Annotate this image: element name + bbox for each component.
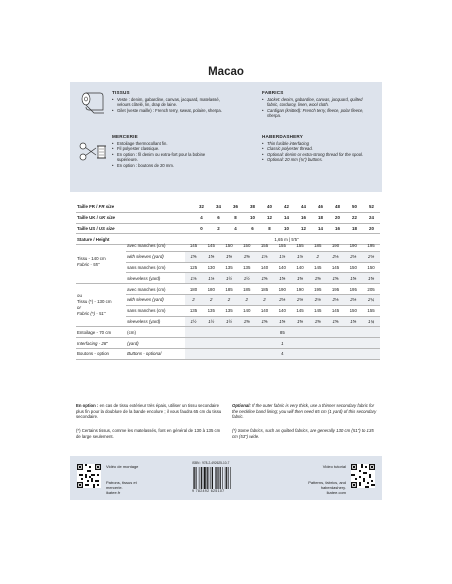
- size-cell: 22: [346, 212, 363, 223]
- row-label: Interfacing - 28": [76, 338, 126, 349]
- value-cell: 135: [185, 305, 203, 316]
- value-cell: 1⅝: [344, 316, 362, 327]
- size-cell: 12: [261, 212, 278, 223]
- value-cell: 1½: [185, 316, 203, 327]
- value-cell: 150: [344, 305, 362, 316]
- note-en-option: Optional: If the outer fabric is very thick, use a thinner secondary fabric for the neckline band lining; you will then need 65 cm (1 yard) of this secondary fabric.: [232, 403, 377, 419]
- value-cell: 1⅜: [185, 273, 203, 284]
- list-item: • Entoilage thermocollant fin.: [112, 141, 222, 146]
- value-cell: 135: [202, 305, 220, 316]
- table-row: [76, 202, 380, 212]
- value-cell: 2⅛: [362, 251, 380, 262]
- size-cell: 52: [363, 202, 380, 212]
- fabric-row-label: avec manches (cm): [126, 284, 185, 295]
- value-cell: 155: [291, 241, 309, 251]
- value-cell: 1⅝: [256, 316, 274, 327]
- value-cell: 1⅝: [309, 273, 327, 284]
- haberdashery-list: [262, 141, 374, 163]
- value-cell: 195: [309, 284, 327, 295]
- value-cell: 2: [202, 294, 220, 305]
- haberdashery-title: HABERDASHERY: [262, 134, 304, 139]
- barcode-bar: [225, 467, 226, 489]
- value-cell: 155: [362, 305, 380, 316]
- value-cell: 1⅞: [273, 251, 291, 262]
- value-cell: 1⅝: [291, 273, 309, 284]
- value-cell: 2: [238, 294, 256, 305]
- value-cell: 185: [220, 284, 238, 295]
- list-item: • Jacket: denim, gabardine, canvas, jacquard, quilted fabric, corduroy, linen, wool cloth.: [262, 97, 374, 108]
- size-cell: 14: [312, 223, 329, 234]
- value-cell: 195: [362, 241, 380, 251]
- value-cell: 2: [256, 294, 274, 305]
- size-cell: 18: [312, 212, 329, 223]
- value-cell: 195: [327, 284, 345, 295]
- fabric-row-label: avec manches (cm): [126, 241, 185, 251]
- row-unit: Buttons - optional: [126, 348, 185, 359]
- value-cell: 180: [202, 284, 220, 295]
- qr-code-video-en[interactable]: [351, 464, 375, 488]
- value-cell: 140: [238, 305, 256, 316]
- note-fr-star: (*) Certains tissus, comme les matelassés, font en général de 130 à 135 cm de large seulement.: [76, 428, 221, 439]
- size-cell: 6: [244, 223, 261, 234]
- value-cell: 1⅝: [185, 251, 203, 262]
- fabric-row-label: sans manches (cm): [126, 305, 185, 316]
- value-cell: 2: [309, 251, 327, 262]
- tissus-title: TISSUS: [112, 90, 130, 95]
- value-cell: 1⅝: [220, 251, 238, 262]
- table-row: [76, 284, 380, 295]
- size-cell: 24: [363, 212, 380, 223]
- list-item: • Gilet (veste maille) : French terry, sweat, polaire, sherpa.: [112, 108, 222, 113]
- value-cell: 1⅝: [273, 273, 291, 284]
- barcode-bar: [222, 467, 223, 489]
- value-cell: 2⅛: [309, 294, 327, 305]
- table-row: [76, 241, 380, 251]
- value-cell: 190: [344, 241, 362, 251]
- list-item: • Fil polyester classique.: [112, 146, 222, 151]
- isbn-text: ISBN : 978-2-492625-10-7: [192, 461, 230, 465]
- size-cell: 20: [329, 212, 346, 223]
- table-row: [76, 348, 380, 359]
- barcode-bar: [215, 467, 216, 489]
- value-cell: 190: [327, 241, 345, 251]
- value-cell: 1⅝: [238, 316, 256, 327]
- mercerie-title: MERCERIE: [112, 134, 138, 139]
- size-cell: 8: [227, 212, 244, 223]
- value-cell: 150: [362, 262, 380, 273]
- barcode-bar: [226, 467, 227, 489]
- value-cell: 145: [291, 305, 309, 316]
- value-cell: 145: [309, 305, 327, 316]
- value-cell: 190: [273, 284, 291, 295]
- mercerie-list: [112, 141, 222, 168]
- qr-code-video-fr[interactable]: [77, 464, 101, 488]
- size-cell: 50: [346, 202, 363, 212]
- value-cell: 1⅝: [202, 251, 220, 262]
- fabrics-list: [262, 97, 374, 119]
- table-row: [76, 338, 380, 349]
- size-cell: 16: [329, 223, 346, 234]
- barcode-bar: [212, 467, 213, 489]
- size-cell: 38: [244, 202, 261, 212]
- value-cell: 195: [344, 284, 362, 295]
- value-cell: 135: [220, 262, 238, 273]
- size-cell: 40: [261, 202, 278, 212]
- row-label: Entoilage - 70 cm: [76, 327, 126, 338]
- list-item: • Cardigan (knitted): French terry, fleece, polar fleece, sherpa.: [262, 108, 374, 119]
- value-cell: 155: [273, 241, 291, 251]
- value-cell: 145: [327, 305, 345, 316]
- size-cell: 46: [312, 202, 329, 212]
- value-cell: 145: [202, 241, 220, 251]
- value-cell: 2⅛: [291, 294, 309, 305]
- ean-digits: 9 782492 625107: [192, 489, 225, 493]
- size-cell: 4: [227, 223, 244, 234]
- row-label: Taille UK / UK size: [76, 212, 137, 223]
- value-cell: 125: [185, 262, 203, 273]
- value-cell: 140: [256, 262, 274, 273]
- value-cell: 1½: [202, 316, 220, 327]
- barcode-bar: [193, 467, 194, 489]
- list-item: • Optional: denim or extra-strong thread for the spool.: [262, 152, 374, 157]
- value-cell: 1⅝: [291, 316, 309, 327]
- value-cell: 150: [344, 262, 362, 273]
- size-cell: 10: [278, 223, 295, 234]
- barcode-bar: [211, 467, 212, 489]
- barcode-bar: [201, 467, 202, 489]
- right-footer-text: Patterns, fabrics, and haberdashery. ikatee.com: [308, 480, 346, 495]
- value-cell: 135: [238, 262, 256, 273]
- value-cell: 1⅝: [327, 273, 345, 284]
- value-cell: 155: [256, 241, 274, 251]
- table-row: [76, 327, 380, 338]
- qr-code-icon: [77, 464, 101, 488]
- value-cell: 1⅝: [238, 251, 256, 262]
- value-cell: 2: [185, 294, 203, 305]
- barcode-bar: [220, 467, 221, 489]
- ikatee-com-link[interactable]: ikatee.com: [326, 490, 346, 495]
- value-cell: 2: [220, 294, 238, 305]
- value-cell: 150: [238, 241, 256, 251]
- list-item: • Optional: 20 mm (¾") buttons.: [262, 157, 374, 162]
- table-row: [76, 223, 380, 234]
- value-cell: 1⅝: [327, 316, 345, 327]
- fabric-row-label: sleeveless (yard): [126, 273, 185, 284]
- value-cell: 140: [291, 262, 309, 273]
- value-cell: 1⅜: [202, 273, 220, 284]
- value-cell: 1⅝: [309, 316, 327, 327]
- barcode-bar: [203, 467, 204, 489]
- size-chart-table: [76, 202, 380, 245]
- row-label: Taille US / US size: [76, 223, 137, 234]
- size-cell: 4: [193, 212, 210, 223]
- row-value: 1: [185, 338, 380, 349]
- size-cell: 16: [295, 212, 312, 223]
- barcode-bar: [204, 467, 206, 489]
- value-cell: 2¼: [362, 294, 380, 305]
- size-cell: 34: [210, 202, 227, 212]
- value-cell: 205: [362, 284, 380, 295]
- value-cell: 2⅛: [344, 251, 362, 262]
- size-cell: 48: [329, 202, 346, 212]
- value-cell: 135: [220, 305, 238, 316]
- value-cell: 1⅝: [273, 316, 291, 327]
- barcode-bar: [199, 467, 200, 489]
- value-cell: 185: [309, 241, 327, 251]
- value-cell: 1½: [238, 273, 256, 284]
- size-cell: 8: [261, 223, 278, 234]
- supplies-box: [70, 82, 382, 192]
- size-cell: 36: [227, 202, 244, 212]
- fabrics-title: FABRICS: [262, 90, 284, 95]
- list-item: • En option : boutons de 20 mm.: [112, 163, 222, 168]
- value-cell: 1½: [220, 273, 238, 284]
- value-cell: 1¾: [362, 316, 380, 327]
- value-cell: 1⅞: [256, 251, 274, 262]
- list-item: • Classic polyester thread.: [262, 146, 374, 151]
- value-cell: 185: [256, 284, 274, 295]
- value-cell: 1⅞: [291, 251, 309, 262]
- barcode-bar: [230, 467, 231, 489]
- barcode-bar: [228, 467, 229, 489]
- video-tutorial-en-label: Video tutorial: [322, 464, 346, 469]
- fabric-row-label: sans manches (cm): [126, 262, 185, 273]
- value-cell: 185: [238, 284, 256, 295]
- value-cell: 145: [327, 262, 345, 273]
- barcode-bar: [194, 467, 195, 489]
- row-label: Stature / Height: [76, 234, 137, 245]
- row-value: 4: [185, 348, 380, 359]
- size-cell: 18: [346, 223, 363, 234]
- size-cell: 2: [210, 223, 227, 234]
- left-footer-text: Patrons, tissus et mercerie. ikatee.fr: [106, 480, 137, 495]
- size-cell: 14: [278, 212, 295, 223]
- value-cell: 190: [291, 284, 309, 295]
- row-unit: (yard): [126, 338, 185, 349]
- size-cell: 20: [363, 223, 380, 234]
- value-cell: 1⅝: [256, 273, 274, 284]
- fabric-row-label: with sleeves (yard): [126, 251, 185, 262]
- fabric-group-label: ou Tissu (*) - 130 cm or Fabric (*) - 51": [76, 284, 126, 327]
- barcode: [192, 461, 246, 497]
- note-fr-option: En option : en cas de tissu extérieur très épais, utiliser un tissu secondaire plus fin pour la doublure de la bande encolure ; il vous faudra 65 cm du tissu secondaire.: [76, 403, 222, 419]
- barcode-bar: [196, 467, 197, 489]
- size-cell: 44: [295, 202, 312, 212]
- value-cell: 1⅝: [362, 273, 380, 284]
- value-cell: 140: [256, 305, 274, 316]
- value-cell: 2⅛: [327, 294, 345, 305]
- stature-value: 1,65 m | 5'5": [193, 234, 380, 245]
- scissors-spool-icon: [78, 140, 108, 164]
- size-cell: 10: [244, 212, 261, 223]
- video-tutorial-fr-label: Vidéo de montage: [106, 464, 139, 469]
- size-cell: 6: [210, 212, 227, 223]
- note-en-star: (*) Some fabrics, such as quilted fabrics, are generally 130 cm (51") to 135 cm (53") wide.: [232, 428, 374, 439]
- table-row: [76, 212, 380, 223]
- tissus-list: [112, 97, 222, 113]
- value-cell: 1½: [220, 316, 238, 327]
- value-cell: 180: [185, 284, 203, 295]
- row-label: Taille FR / FR size: [76, 202, 137, 212]
- value-cell: 130: [202, 262, 220, 273]
- row-unit: (cm): [126, 327, 185, 338]
- value-cell: 2⅛: [273, 294, 291, 305]
- list-item: • Thin fusible interfacing: [262, 141, 374, 146]
- value-cell: 145: [185, 241, 203, 251]
- value-cell: 2⅛: [344, 294, 362, 305]
- fabric-requirements-table: [76, 241, 380, 360]
- value-cell: 145: [309, 262, 327, 273]
- row-label: Boutons - option: [76, 348, 126, 359]
- barcode-bar: [207, 467, 208, 489]
- row-value: 85: [185, 327, 380, 338]
- ikatee-fr-link[interactable]: ikatee.fr: [106, 490, 121, 495]
- barcode-bar: [218, 467, 219, 489]
- size-cell: 32: [193, 202, 210, 212]
- barcode-bar: [216, 467, 217, 489]
- fabric-row-label: sleeveless (yard): [126, 316, 185, 327]
- size-cell: 0: [193, 223, 210, 234]
- size-cell: 42: [278, 202, 295, 212]
- value-cell: 150: [220, 241, 238, 251]
- page-title: Macao: [208, 66, 244, 78]
- barcode-icon: [192, 467, 244, 489]
- value-cell: 2⅛: [327, 251, 345, 262]
- list-item: • Veste : denim, gabardine, canvas, jacquard, matelassé, velours côtelé, lin, drap de laine.: [112, 97, 222, 108]
- value-cell: 140: [273, 262, 291, 273]
- qr-code-icon: [351, 464, 375, 488]
- fabric-row-label: with sleeves (yard): [126, 294, 185, 305]
- barcode-bar: [209, 467, 210, 489]
- fabric-roll-icon: [80, 92, 106, 114]
- value-cell: 140: [273, 305, 291, 316]
- fabric-group-label: Tissu - 140 cm Fabric - 55": [76, 241, 126, 284]
- list-item: • En option : fil denim ou extra-fort pour la bobine supérieure.: [112, 152, 222, 163]
- size-cell: 12: [295, 223, 312, 234]
- value-cell: 1⅝: [344, 273, 362, 284]
